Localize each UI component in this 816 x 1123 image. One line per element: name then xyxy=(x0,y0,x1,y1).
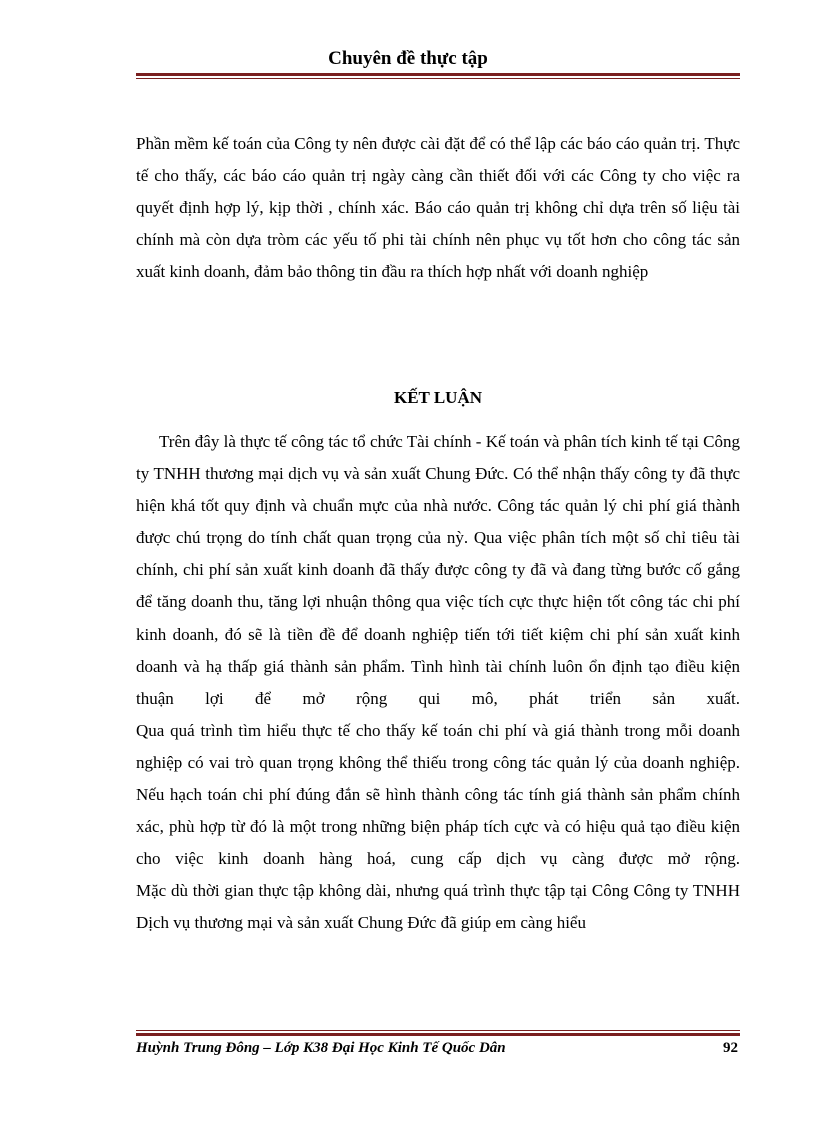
footer-rule xyxy=(136,1030,740,1036)
conclusion-paragraph-2: Qua quá trình tìm hiểu thực tế cho thấy kế toán chi phí và giá thành trong mỗi doanh nghiệp có vai trò quan trọng không thể thiếu trong công tác quản lý của doanh nghiệp. Nếu hạch toán chi phí đúng đắn sẽ hình thành công tác tính giá thành sản phẩm chính xác, phù hợp từ đó là một trong những biện pháp tích cực và có hiệu quả tạo điều kiện cho việc kinh doanh hàng hoá, cung cấp dịch vụ càng được mở rộng. xyxy=(136,720,740,869)
conclusion-heading: KẾT LUẬN xyxy=(393,388,482,407)
conclusion-paragraph-1: Trên đây là thực tế công tác tổ chức Tài chính - Kế toán và phân tích kinh tế tại Công ty TNHH thương mại dịch vụ và sản xuất Chung Đức. Có thể nhận thấy công ty đã thực hiện khá tốt quy định và chuẩn mực của nhà nước. Công tác quản lý chi phí giá thành được chú trọng do tính chất quan trọng của nỳ. Qua việc phân tích một số chỉ tiêu tài chính, chi phí sản xuất kinh doanh đã thấy được công ty đã và đang từng bước cố gắng để tăng doanh thu, tăng lợi nhuận thông qua việc tích cực thực hiện tốt công tác chi phí kinh doanh, đó sẽ là tiền đề để doanh nghiệp tiến tới tiết kiệm chi phí sản xuất kinh doanh và hạ thấp giá thành sản phẩm. Tình hình tài chính luôn ổn định tạo điều kiện thuận lợi để mở rộng qui mô, phát triển sản xuất. xyxy=(136,432,740,708)
page-number: 92 xyxy=(723,1040,738,1056)
conclusion-body xyxy=(136,426,740,940)
intro-paragraph xyxy=(136,128,740,288)
intro-paragraph-text: Phần mềm kế toán của Công ty nên được cài đặt để có thể lập các báo cáo quản trị. Thực tế cho thấy, các báo cáo quản trị ngày càng cần thiết đối với các Công ty cho việc ra quyết định hợp lý, kịp thời , chính xác. Báo cáo quản trị không chỉ dựa trên số liệu tài chính mà còn dựa tròm các yếu tố phi tài chính nên phục vụ tốt hơn cho công tác sản xuất kinh doanh, đảm bảo thông tin đầu ra thích hợp nhất với doanh nghiệp xyxy=(136,134,740,282)
running-header-title: Chuyên đề thực tập xyxy=(328,48,488,69)
conclusion-paragraph-3: Mặc dù thời gian thực tập không dài, nhưng quá trình thực tập tại Công Công ty TNHH Dịch vụ thương mại và sản xuất Chung Đức đã giúp em càng hiểu xyxy=(136,881,740,933)
header-rule xyxy=(136,73,740,79)
footer-author: Huỳnh Trung Đông – Lớp K38 Đại Học Kinh Tế Quốc Dân xyxy=(136,1040,506,1056)
